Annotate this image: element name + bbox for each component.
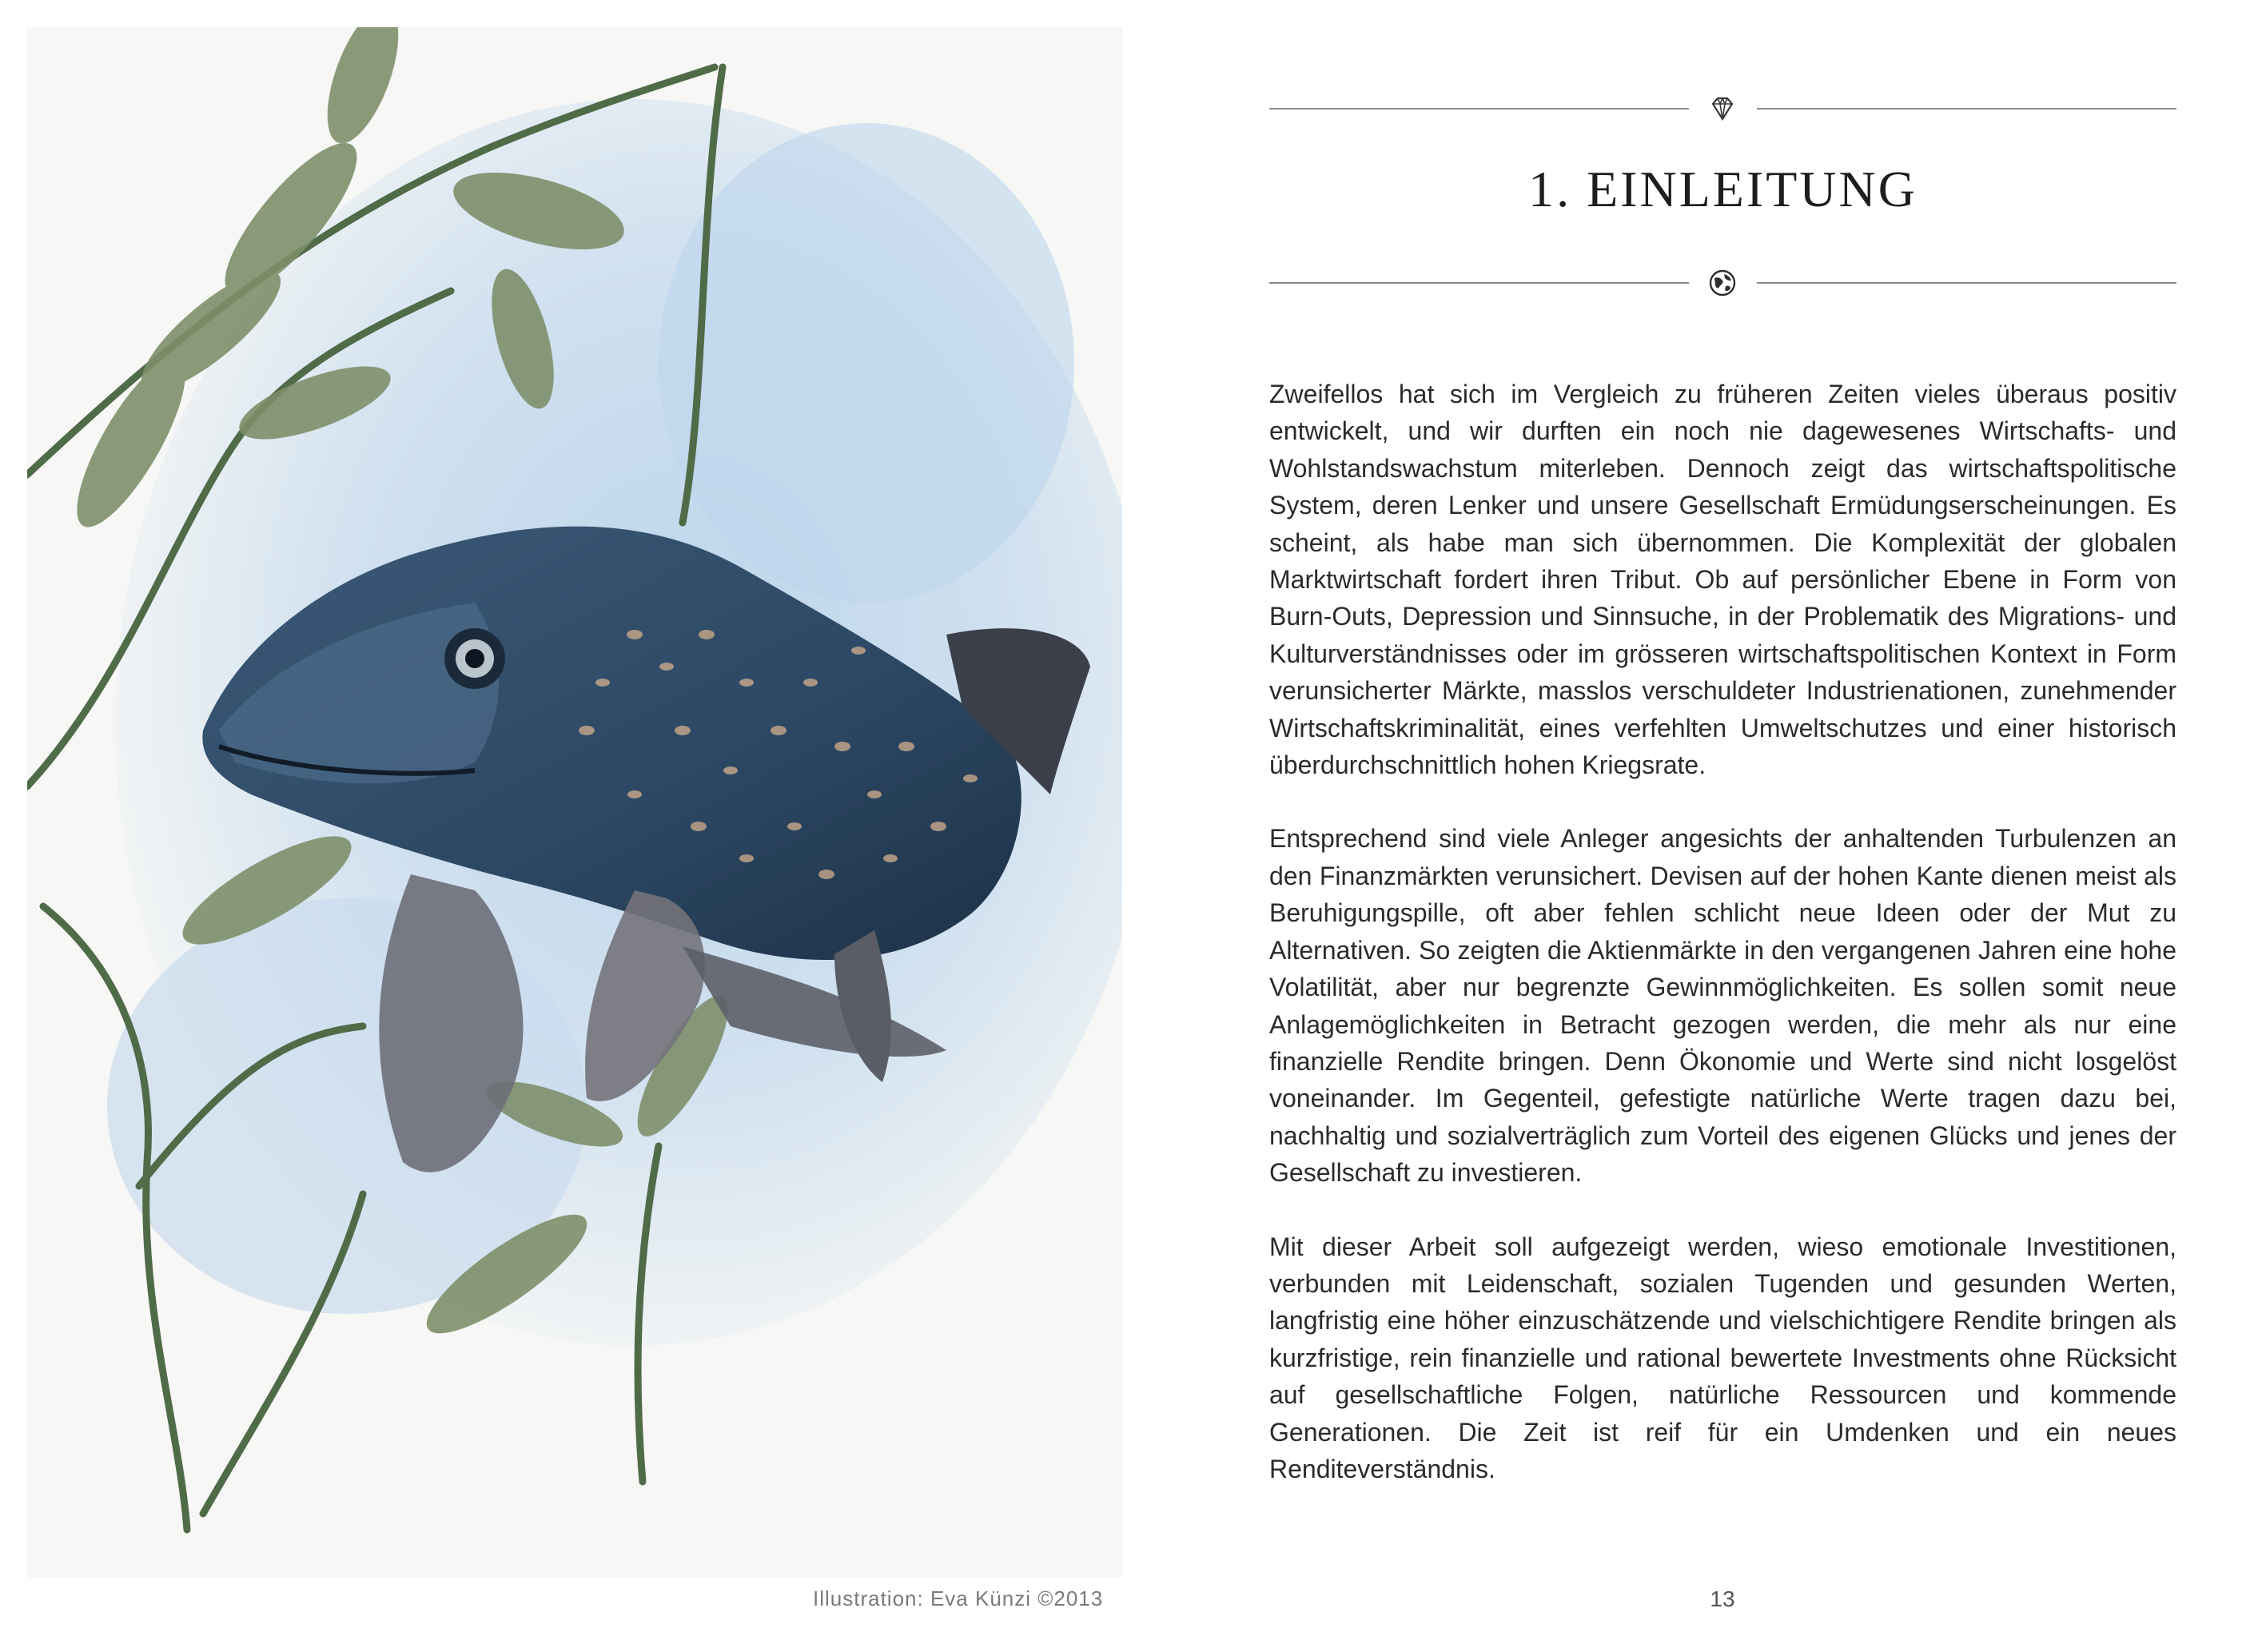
rule-line-right — [1757, 108, 2176, 109]
pike-illustration — [27, 27, 1122, 1578]
top-ornament-rule — [1269, 93, 2176, 125]
rule-line-left — [1269, 108, 1689, 109]
pike-watercolor-image — [27, 27, 1122, 1578]
paragraph: Zweifellos hat sich im Vergleich zu früheren Zeiten vieles überaus positiv entwickelt, und wir durften ein noch nie dagewesenes Wirtschafts- und Wohlstandswachstum miterleben. Dennoch zeigt das wirtschaftspolitische System, deren Lenker und unsere Gesellschaft Ermüdungserscheinungen. Es scheint, als habe man sich übernommen. Die Komplexität der globalen Marktwirtschaft fordert ihren Tribut. Ob auf persönlicher Ebene in Form von Burn-Outs, Depression und Sinnsuche, in der Problematik des Migrations- und Kulturverständnisses oder im grösseren wirtschaftspolitischen Kontext in Form verunsicherter Märkte, masslos verschuldeter Industrienationen, zunehmender Wirtschaftskriminalität, eines verfehlten Umweltschutzes und einer historisch überdurchschnittlich hohen Kriegsrate. — [1269, 380, 2176, 780]
chapter-body — [1269, 376, 2176, 1524]
diamond-icon — [1706, 93, 1738, 125]
bottom-ornament-rule — [1269, 267, 2176, 299]
globe-icon — [1706, 267, 1738, 299]
paragraph: Mit dieser Arbeit soll aufgezeigt werden, wieso emotionale Investitionen, verbunden mit Leidenschaft, sozialen Tugenden und gesunden Werten, langfristig eine höher einzuschätzende und vielschichtigere Rendite bringen als kurzfristige, rein finanzielle und rational bewertete Investments ohne Rücksicht auf gesellschaftliche Folgen, natürliche Ressourcen und kommende Generationen. Die Zeit ist reif für ein Umdenken und ein neues Renditeverständnis. — [1269, 1232, 2176, 1483]
page-number: 13 — [1710, 1586, 1735, 1611]
paragraph: Entsprechend sind viele Anleger angesichts der anhaltenden Turbulenzen an den Finanzmärkten verunsichert. Devisen auf der hohen Kante dienen meist als Beruhigungspille, oft aber fehlen schlicht neue Ideen oder der Mut zu Alternativen. So zeigten die Aktienmärkte in den vergangenen Jahren eine hohe Volatilität, aber nur begrenzte Gewinnmöglichkeiten. Es sollen somit neue Anlagemöglichkeiten in Betracht gezogen werden, die mehr als nur eine finanzielle Rendite bringen. Denn Ökonomie und Werte sind nicht losgelöst voneinander. Im Gegenteil, gefestigte natürliche Werte tragen dazu bei, nachhaltig und sozialverträglich zum Vorteil des eigenen Glücks und jenes der Gesellschaft zu investieren. — [1269, 824, 2176, 1188]
illustration-credit: Illustration: Eva Künzi ©2013 — [813, 1586, 1104, 1610]
rule-line-left — [1269, 282, 1689, 284]
chapter-title: 1. EINLEITUNG — [1528, 161, 1918, 217]
rule-line-right — [1757, 282, 2176, 284]
